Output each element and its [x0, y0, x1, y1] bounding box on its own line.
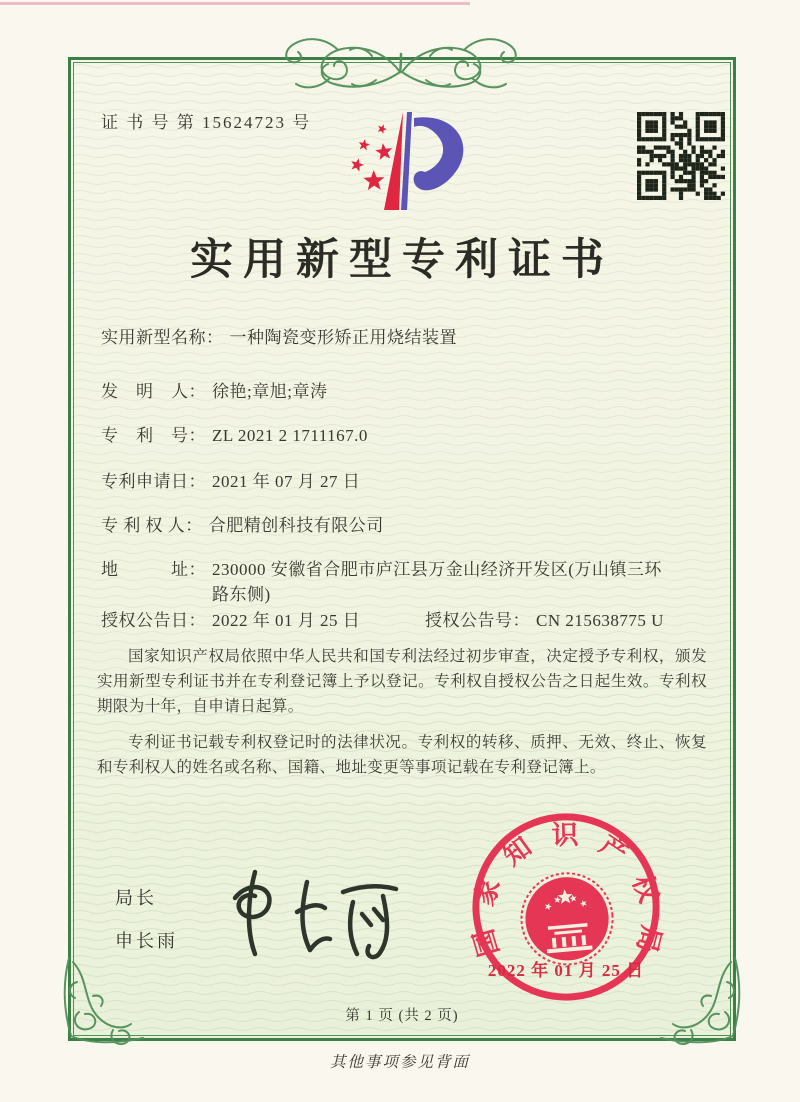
field-label: 实用新型名称：: [101, 328, 224, 347]
national-emblem-icon: [518, 869, 617, 968]
field-value: 230000 安徽省合肥市庐江县万金山经济开发区(万山镇三环路东侧): [212, 560, 662, 604]
certificate-frame: [68, 57, 736, 1041]
back-note: 其他事项参见背面: [329, 1054, 470, 1071]
field-label: 授权公告号：: [425, 611, 530, 630]
field-grant-date: [101, 611, 360, 630]
border-ornament-top: [276, 30, 526, 96]
field-label: 专 利 号：: [101, 426, 206, 445]
legal-paragraph-2: 专利证书记载专利权登记时的法律状况。专利权的转移、质押、无效、终止、恢复和专利权人的姓名或名称、国籍、地址变更等事项记载在专利登记簿上。: [97, 734, 707, 777]
cnipa-logo-icon: [329, 108, 479, 220]
field-patent-number: [101, 424, 711, 449]
field-value: CN 215638775 U: [536, 611, 664, 630]
field-value: 合肥精创科技有限公司: [208, 516, 384, 535]
legal-paragraph-1: 国家知识产权局依照中华人民共和国专利法经过初步审查，决定授予专利权，颁发实用新型专利证书并在专利登记簿上予以登记。专利权自授权公告之日起生效。专利权期限为十年，自申请日起算。: [97, 648, 707, 716]
director-signature: [219, 856, 434, 966]
field-label: 地 址：: [101, 560, 206, 579]
field-inventors: [101, 380, 711, 405]
field-label: 专 利 权 人：: [101, 516, 203, 535]
field-patentee: [101, 514, 711, 539]
legal-text: [97, 644, 707, 792]
field-label: 发 明 人：: [101, 382, 206, 401]
field-label: 专利申请日：: [101, 472, 206, 491]
signatory-title: 局长: [115, 888, 157, 908]
field-filing-date: [101, 470, 711, 495]
signatory-name: 申长雨: [115, 931, 178, 951]
seal-date: 2022 年 01 月 25 日: [487, 961, 645, 980]
seal-text: 国家知识产权局: [468, 819, 667, 960]
field-grant-number: [425, 609, 664, 634]
field-address: [101, 558, 711, 607]
signatory-block: [115, 884, 178, 953]
certificate-title: 实用新型专利证书: [190, 237, 614, 284]
field-value: ZL 2021 2 1711167.0: [212, 426, 368, 445]
scan-artifact: [0, 2, 470, 5]
field-value: 2022 年 01 月 25 日: [212, 611, 361, 630]
field-value: 徐艳;章旭;章涛: [212, 382, 328, 401]
field-utility-model-name: [101, 326, 711, 351]
field-value: 一种陶瓷变形矫正用烧结装置: [229, 328, 457, 347]
page-number: 第 1 页 (共 2 页): [345, 1008, 459, 1024]
border-ornament-bottom-left: [59, 952, 155, 1048]
field-grant-row: [101, 609, 711, 634]
qr-code-icon: [637, 112, 725, 200]
field-value: 2021 年 07 月 27 日: [212, 472, 361, 491]
field-label: 授权公告日：: [101, 611, 206, 630]
certificate-number: 证 书 号 第 15624723 号: [101, 113, 312, 132]
